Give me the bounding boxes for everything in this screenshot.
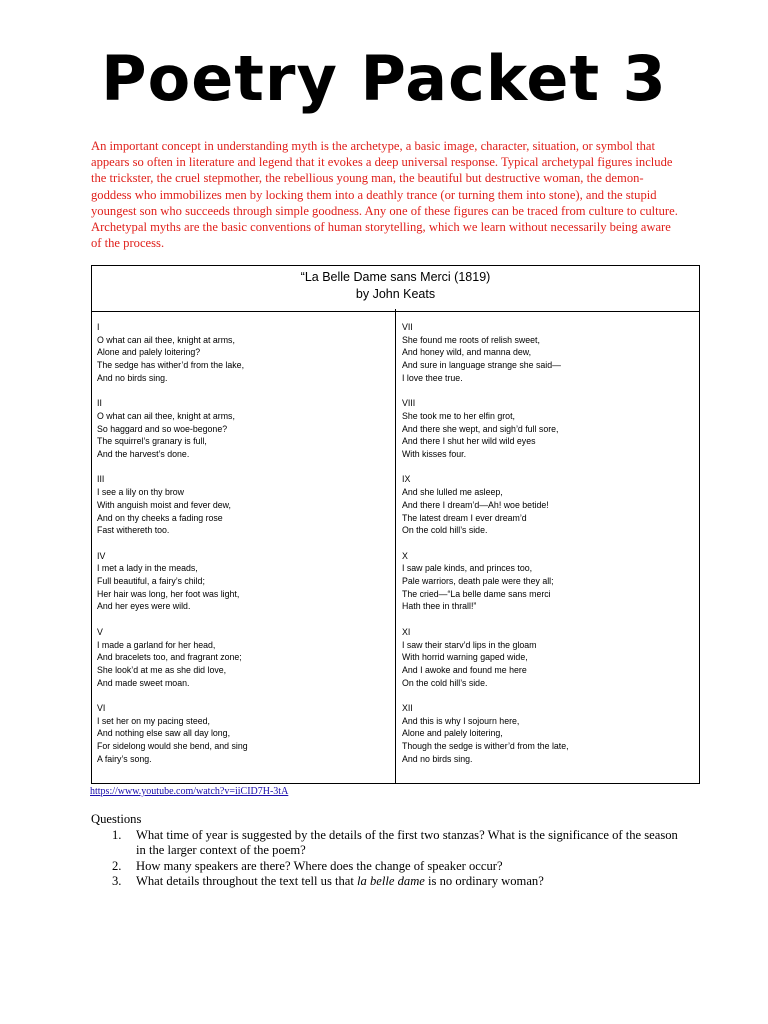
question-text: What time of year is suggested by the details of the first two stanzas? What is the significance of the season in the larger context of the poem? (136, 827, 678, 858)
stanza (402, 702, 692, 766)
poem-line: O what can ail thee, knight at arms, (97, 410, 235, 421)
poem-line: She look’d at me as she did love, (97, 664, 227, 675)
poem-line: And no birds sing. (97, 372, 168, 383)
poem-line: And there I dream’d—Ah! woe betide! (402, 499, 549, 510)
poem-line: I love thee true. (402, 372, 463, 383)
question-text (136, 874, 681, 890)
stanza (97, 626, 387, 690)
poem-line: And sure in language strange she said— (402, 360, 561, 371)
poem-line: And she lulled me asleep, (402, 487, 503, 498)
question-item (112, 859, 681, 875)
poem-line: And made sweet moan. (97, 677, 190, 688)
poem-line: Fast withereth too. (97, 525, 170, 536)
poem-line: I saw their starv’d lips in the gloam (402, 639, 537, 650)
poem-line: I saw pale kinds, and princes too, (402, 563, 533, 574)
stanza (402, 626, 692, 690)
question-number: 2. (112, 858, 122, 873)
poem-column-left (97, 321, 387, 778)
stanza-number: VII (402, 322, 413, 332)
stanza-number: XI (402, 626, 411, 637)
question-text-emphasis: la belle dame (357, 874, 425, 889)
poem-line: I see a lily on thy brow (97, 487, 185, 498)
question-item (112, 828, 681, 859)
question-number: 3. (112, 874, 122, 889)
stanza-number: XII (402, 703, 413, 714)
intro-paragraph: An important concept in understanding myth is the archetype, a basic image, character, situation, or symbol that appears so often in literature and legend that it evokes a deep universal response. Typical archetypal figures include the trickster, the cruel stepmother, the rebellious young man, the beautiful but destructive woman, the demon-goddess who immobilizes men by locking them into a deathly trance (or turning them into stone), and the stupid youngest son who succeeds through simple goodness. Any one of these figures can be traced from culture to culture. Archetypal myths are the basic conventions of human storytelling, which we learn without necessarily being aware of the process. (91, 139, 678, 251)
poem-line: The squirrel’s granary is full, (97, 436, 207, 447)
stanza (97, 473, 387, 537)
stanza-number: II (97, 398, 102, 409)
stanza (97, 321, 387, 385)
poem-line: And nothing else saw all day long, (97, 728, 231, 739)
stanza (97, 702, 387, 766)
poem-line: Alone and palely loitering? (97, 347, 201, 358)
poem-line: I set her on my pacing steed, (97, 715, 210, 726)
youtube-link[interactable]: https://www.youtube.com/watch?v=iiCID7H-3tA (90, 786, 289, 797)
poem-line: With anguish moist and fever dew, (97, 499, 231, 510)
poem-line: For sidelong would she bend, and sing (97, 741, 248, 752)
poem-line: I made a garland for her head, (97, 639, 216, 650)
poem-line: And the harvest’s done. (97, 449, 190, 460)
stanza (97, 397, 387, 461)
poem-line: And this is why I sojourn here, (402, 715, 520, 726)
poem-line: Though the sedge is wither’d from the late, (402, 741, 569, 752)
questions-heading: Questions (91, 812, 142, 826)
stanza (402, 397, 692, 461)
poem-line: And her eyes were wild. (97, 601, 191, 612)
stanza (402, 321, 692, 385)
poem-line: And on thy cheeks a fading rose (97, 512, 223, 523)
stanza-number: X (402, 550, 408, 561)
poem-line: Full beautiful, a fairy’s child; (97, 576, 205, 587)
poem-line: Pale warriors, death pale were they all; (402, 576, 554, 587)
question-number: 1. (112, 827, 122, 842)
stanza-number: IX (402, 474, 411, 485)
poem-header (92, 266, 699, 312)
stanza-number: VIII (402, 398, 416, 409)
poem-line: Alone and palely loitering, (402, 728, 503, 739)
poem-line: Hath thee in thrall!” (402, 601, 477, 612)
poem-line: On the cold hill’s side. (402, 677, 488, 688)
poem-line: The latest dream I ever dream’d (402, 512, 527, 523)
poem-line: And bracelets too, and fragrant zone; (97, 652, 242, 663)
poem-line: Her hair was long, her foot was light, (97, 588, 240, 599)
poem-line: And there she wept, and sigh’d full sore, (402, 423, 559, 434)
page-title: Poetry Packet 3 (101, 42, 667, 115)
question-text-pre: What details throughout the text tell us that (136, 874, 358, 889)
poem-line: A fairy’s song. (97, 753, 152, 764)
poem-line: The cried—“La belle dame sans merci (402, 588, 551, 599)
poem-line: And I awoke and found me here (402, 664, 527, 675)
poem-line: She took me to her elfin grot, (402, 410, 515, 421)
poem-line: With kisses four. (402, 449, 467, 460)
stanza-number: VI (97, 703, 106, 714)
questions-section (91, 812, 681, 890)
poem-line: So haggard and so woe-begone? (97, 423, 228, 434)
poem-line: And no birds sing. (402, 753, 473, 764)
poem-line: She found me roots of relish sweet, (402, 334, 540, 345)
poem-line: On the cold hill’s side. (402, 525, 488, 536)
poem-line: O what can ail thee, knight at arms, (97, 334, 235, 345)
poem-line: The sedge has wither’d from the lake, (97, 360, 245, 371)
stanza (97, 550, 387, 614)
stanza-number: III (97, 474, 105, 485)
question-item (112, 874, 681, 890)
poem-title: “La Belle Dame sans Merci (1819) (300, 270, 491, 284)
poem-table (91, 265, 700, 784)
poem-author: by John Keats (355, 287, 436, 301)
column-divider (395, 309, 396, 783)
question-text: How many speakers are there? Where does the change of speaker occur? (136, 858, 503, 873)
stanza-number: IV (97, 550, 106, 561)
stanza-number: V (97, 626, 103, 637)
poem-line: I met a lady in the meads, (97, 563, 198, 574)
poem-line: And there I shut her wild wild eyes (402, 436, 536, 447)
stanza-number: I (97, 322, 100, 332)
poem-body (92, 309, 699, 783)
question-text-post: is no ordinary woman? (424, 874, 544, 889)
poem-column-right (402, 321, 692, 778)
poem-line: With horrid warning gaped wide, (402, 652, 528, 663)
stanza (402, 473, 692, 537)
stanza (402, 550, 692, 614)
poem-line: And honey wild, and manna dew, (402, 347, 532, 358)
